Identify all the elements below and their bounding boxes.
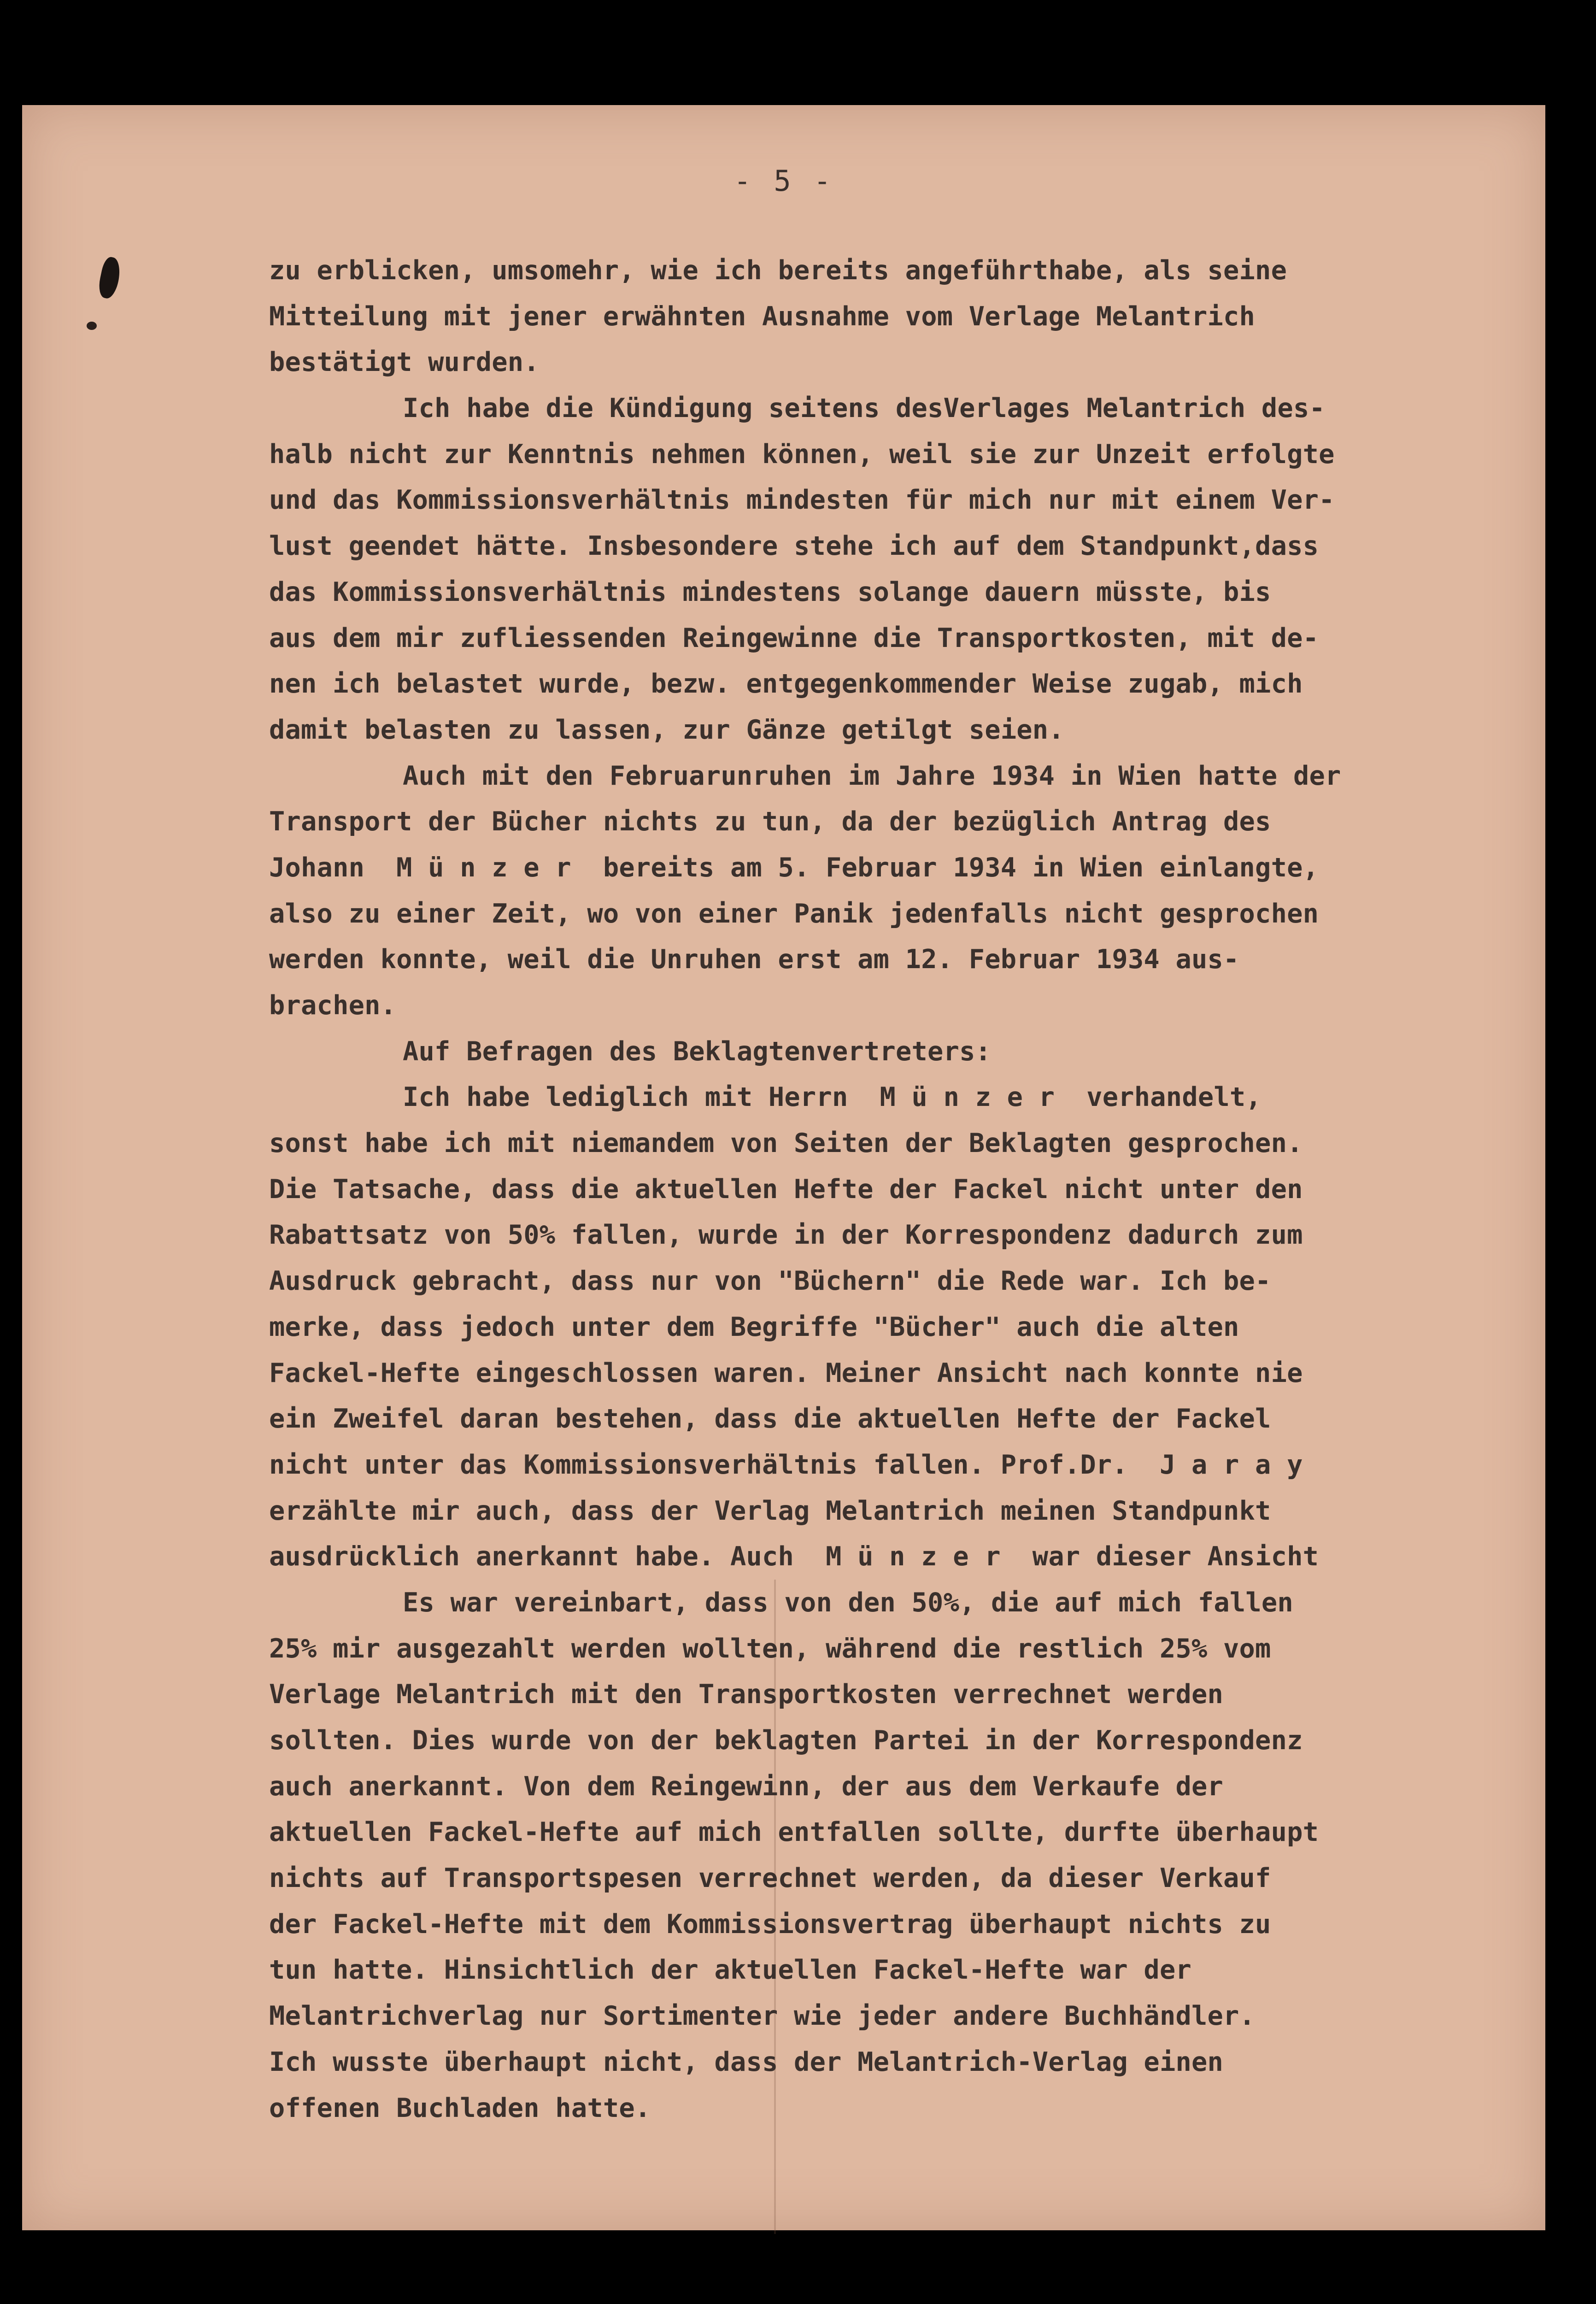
text-line: aktuellen Fackel-Hefte auf mich entfallen sollte, durfte überhaupt	[269, 1817, 1319, 1848]
text-line: 25% mir ausgezahlt werden wollten, während die restlich 25% vom	[269, 1633, 1271, 1664]
body-text	[269, 248, 1531, 2131]
text-line: offenen Buchladen hatte.	[269, 2092, 651, 2123]
text-line: Ich habe die Kündigung seitens desVerlages Melantrich des-	[403, 393, 1325, 424]
text-line: Fackel-Hefte eingeschlossen waren. Meiner Ansicht nach konnte nie	[269, 1358, 1303, 1388]
page-number: - 5 -	[733, 164, 834, 198]
text-line: ausdrücklich anerkannt habe. Auch M ü n z e r war dieser Ansicht	[269, 1541, 1319, 1572]
text-line: der Fackel-Hefte mit dem Kommissionsvertrag überhaupt nichts zu	[269, 1909, 1271, 1940]
text-line: Mitteilung mit jener erwähnten Ausnahme vom Verlage Melantrich	[269, 301, 1256, 332]
text-line: Rabattsatz von 50% fallen, wurde in der Korrespondenz dadurch zum	[269, 1220, 1303, 1251]
text-line: aus dem mir zufliessenden Reingewinne die Transportkosten, mit de-	[269, 623, 1319, 653]
ink-dot	[87, 322, 97, 330]
text-line: Es war vereinbart, dass von den 50%, die auf mich fallen	[403, 1587, 1293, 1618]
text-line: Ausdruck gebracht, dass nur von "Büchern" die Rede war. Ich be-	[269, 1266, 1271, 1297]
text-line: auch anerkannt. Von dem Reingewinn, der aus dem Verkaufe der	[269, 1771, 1224, 1802]
text-line: Verlage Melantrich mit den Transportkosten verrechnet werden	[269, 1679, 1224, 1710]
text-line: brachen.	[269, 990, 397, 1021]
text-line: erzählte mir auch, dass der Verlag Melantrich meinen Standpunkt	[269, 1495, 1271, 1526]
text-line: und das Kommissionsverhältnis mindesten für mich nur mit einem Ver-	[269, 485, 1335, 516]
text-line: ein Zweifel daran bestehen, dass die aktuellen Hefte der Fackel	[269, 1404, 1271, 1434]
text-line: bestätigt wurden.	[269, 347, 540, 378]
text-line: zu erblicken, umsomehr, wie ich bereits angeführthabe, als seine	[269, 255, 1287, 286]
text-line: Auf Befragen des Beklagtenvertreters:	[403, 1036, 992, 1067]
text-line: Ich wusste überhaupt nicht, dass der Melantrich-Verlag einen	[269, 2046, 1224, 2077]
text-line: Ich habe lediglich mit Herrn M ü n z e r verhandelt,	[403, 1082, 1262, 1113]
typewritten-page	[22, 105, 1545, 2230]
text-line: sollten. Dies wurde von der beklagten Partei in der Korrespondenz	[269, 1725, 1303, 1756]
text-line: nen ich belastet wurde, bezw. entgegenkommender Weise zugab, mich	[269, 669, 1303, 699]
text-line: Transport der Bücher nichts zu tun, da der bezüglich Antrag des	[269, 806, 1271, 837]
text-line: Auch mit den Februarunruhen im Jahre 1934 in Wien hatte der	[403, 760, 1341, 791]
text-line: also zu einer Zeit, wo von einer Panik jedenfalls nicht gesprochen	[269, 898, 1319, 929]
text-line: nichts auf Transportspesen verrechnet werden, da dieser Verkauf	[269, 1863, 1271, 1894]
text-line: damit belasten zu lassen, zur Gänze getilgt seien.	[269, 714, 1064, 745]
text-line: Johann M ü n z e r bereits am 5. Februar 1934 in Wien einlangte,	[269, 852, 1319, 883]
text-line: Melantrichverlag nur Sortimenter wie jeder andere Buchhändler.	[269, 2001, 1256, 2032]
text-line: tun hatte. Hinsichtlich der aktuellen Fackel-Hefte war der	[269, 1955, 1191, 1986]
text-line: sonst habe ich mit niemandem von Seiten der Beklagten gesprochen.	[269, 1128, 1303, 1159]
text-line: merke, dass jedoch unter dem Begriffe "Bücher" auch die alten	[269, 1311, 1239, 1342]
text-line: werden konnte, weil die Unruhen erst am 12. Februar 1934 aus-	[269, 944, 1239, 975]
text-line: Die Tatsache, dass die aktuellen Hefte der Fackel nicht unter den	[269, 1174, 1303, 1205]
text-line: das Kommissionsverhältnis mindestens solange dauern müsste, bis	[269, 576, 1271, 607]
text-line: nicht unter das Kommissionsverhältnis fallen. Prof.Dr. J a r a y	[269, 1449, 1303, 1480]
ink-blot	[96, 256, 123, 300]
text-line: lust geendet hätte. Insbesondere stehe ich auf dem Standpunkt,dass	[269, 531, 1319, 562]
text-line: halb nicht zur Kenntnis nehmen können, weil sie zur Unzeit erfolgte	[269, 439, 1335, 470]
